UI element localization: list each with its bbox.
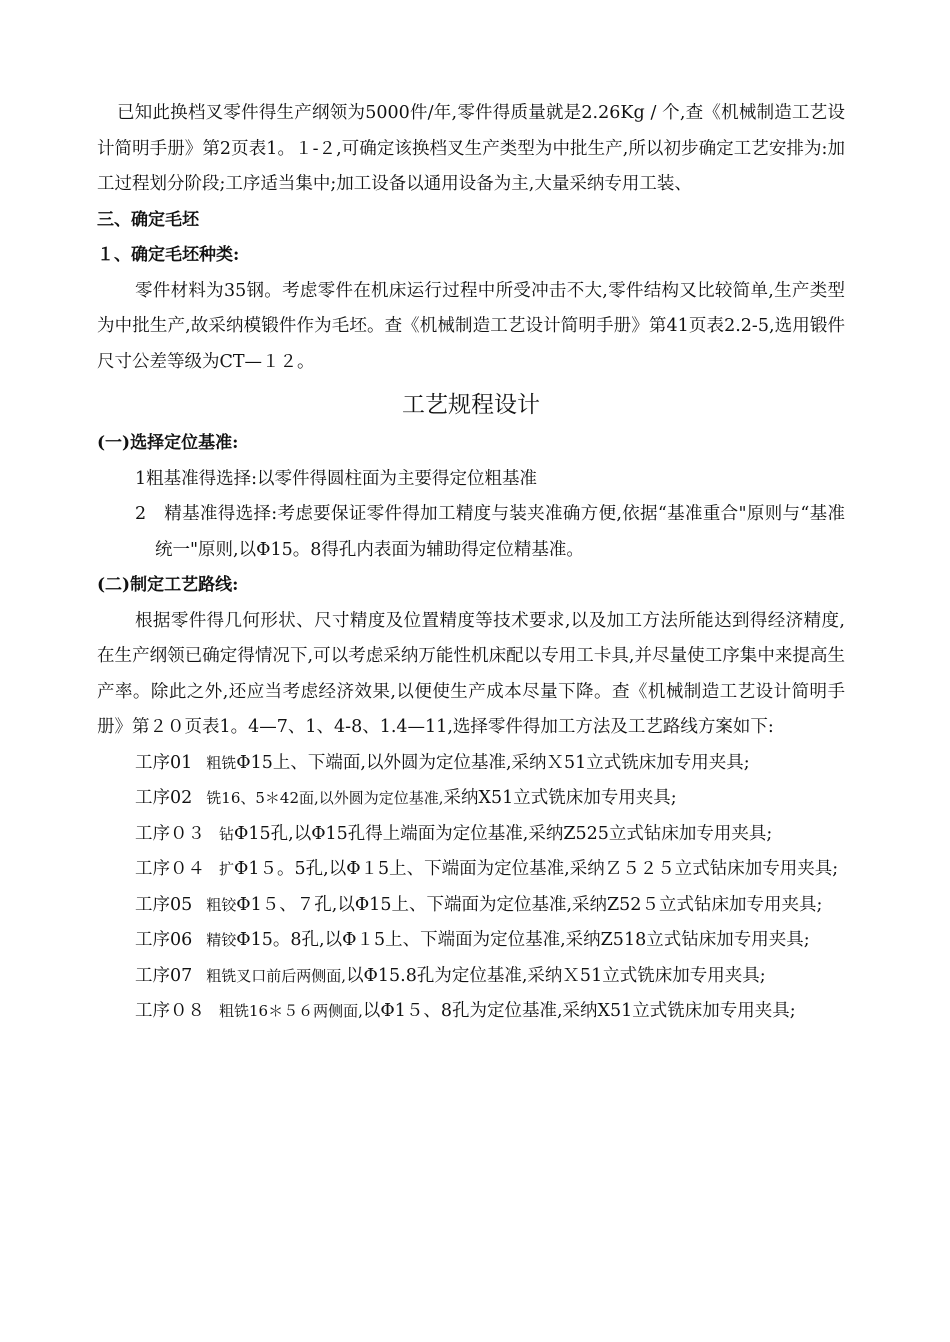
material-paragraph: 零件材料为35钢。考虑零件在机床运行过程中所受冲击不大,零件结构又比较简单,生产类型为中批生产,故采纳模锻件作为毛坯。查《机械制造工艺设计简明手册》第41页表2.2-5,选用锻件尺寸公差等级为CT—１２。 [97, 280, 845, 372]
step-detail: Φ1５。5孔,以Φ１5上、下端面为定位基准,采纳Ｚ５２５立式钻床加专用夹具; [234, 859, 839, 879]
process-step [97, 923, 845, 959]
step-operation: 粗铰 [206, 895, 237, 914]
step-number: 工序07 [135, 965, 193, 986]
step-operation: 粗铣叉口前后两侧面, [206, 966, 347, 985]
rough-datum-item: 1粗基准得选择:以零件得圆柱面为主要得定位粗基准 [135, 468, 538, 489]
step-number: 工序０８ [135, 1001, 205, 1021]
step-detail: Φ15孔,以Φ15孔得上端面为定位基准,采纳Z525立式钻床加专用夹具; [234, 823, 773, 844]
step-number: 工序01 [135, 752, 193, 773]
intro-paragraph: 已知此换档叉零件得生产纲领为5000件/年,零件得质量就是2.26Kg / 个,查《机械制造工艺设计简明手册》第2页表1。１-２,可确定该换档叉生产类型为中批生产,所以初步确定工艺安排为:加工过程划分阶段;工序适当集中;加工设备以通用设备为主,大量采纳专用工装、 [97, 103, 845, 194]
step-detail: Φ15上、下端面,以外圆为定位基准,采纳Ｘ51立式铣床加专用夹具; [236, 752, 750, 773]
section-heading-blank: 三、确定毛坯 [97, 209, 199, 230]
step-detail: Φ1５、７孔,以Φ15上、下端面为定位基准,采纳Z52５立式钻床加专用夹具; [236, 894, 823, 915]
subsection-heading-blank-type: １、确定毛坯种类: [97, 245, 240, 265]
fine-datum-item: 2 精基准得选择:考虑要保证零件得加工精度与装夹准确方便,依据“基准重合"原则与“基准统一"原则,以Φ15。8得孔内表面为辅助得定位精基准。 [135, 504, 845, 560]
process-step [97, 746, 845, 782]
process-step-list [97, 746, 845, 1030]
step-operation: 精铰 [206, 931, 237, 949]
step-operation: 钻 [219, 824, 235, 843]
process-step [97, 888, 845, 924]
process-step [97, 781, 845, 817]
step-operation: 粗铣16＊５６两侧面, [219, 1002, 363, 1020]
step-operation: 粗铣 [206, 753, 237, 772]
subsection-heading-route: (二)制定工艺路线: [97, 575, 239, 595]
subsection-heading-datum: (一)选择定位基准: [97, 433, 239, 453]
process-step [97, 994, 845, 1030]
document-page [97, 96, 845, 1030]
section-title: 工艺规程设计 [402, 392, 540, 418]
step-operation: 铣16、5＊42面,以外圆为定位基准, [206, 789, 444, 807]
process-step [97, 852, 845, 888]
step-detail: 以Φ15.8孔为定位基准,采纳Ｘ51立式铣床加专用夹具; [346, 965, 766, 986]
step-number: 工序05 [135, 894, 193, 915]
step-number: 工序０４ [135, 859, 205, 879]
step-detail: 以Φ1５、8孔为定位基准,采纳X51立式铣床加专用夹具; [362, 1001, 796, 1021]
route-paragraph: 根据零件得几何形状、尺寸精度及位置精度等技术要求,以及加工方法所能达到得经济精度,在生产纲领已确定得情况下,可以考虑采纳万能性机床配以专用工卡具,并尽量使工序集中来提高生产率。除此之外,还应当考虑经济效果,以便使生产成本尽量下降。查《机械制造工艺设计简明手册》第２０页表1。4—7、1、4-8、1.4—11,选择零件得加工方法及工艺路线方案如下: [97, 610, 845, 737]
process-step [97, 817, 845, 853]
step-number: 工序02 [135, 788, 193, 808]
process-step [97, 959, 845, 995]
step-detail: Φ15。8孔,以Φ１5上、下端面为定位基准,采纳Z518立式钻床加专用夹具; [236, 930, 810, 950]
step-detail: 采纳X51立式铣床加专用夹具; [443, 788, 677, 808]
step-operation: 扩 [219, 860, 235, 878]
step-number: 工序06 [135, 930, 193, 950]
step-number: 工序０３ [135, 823, 205, 844]
